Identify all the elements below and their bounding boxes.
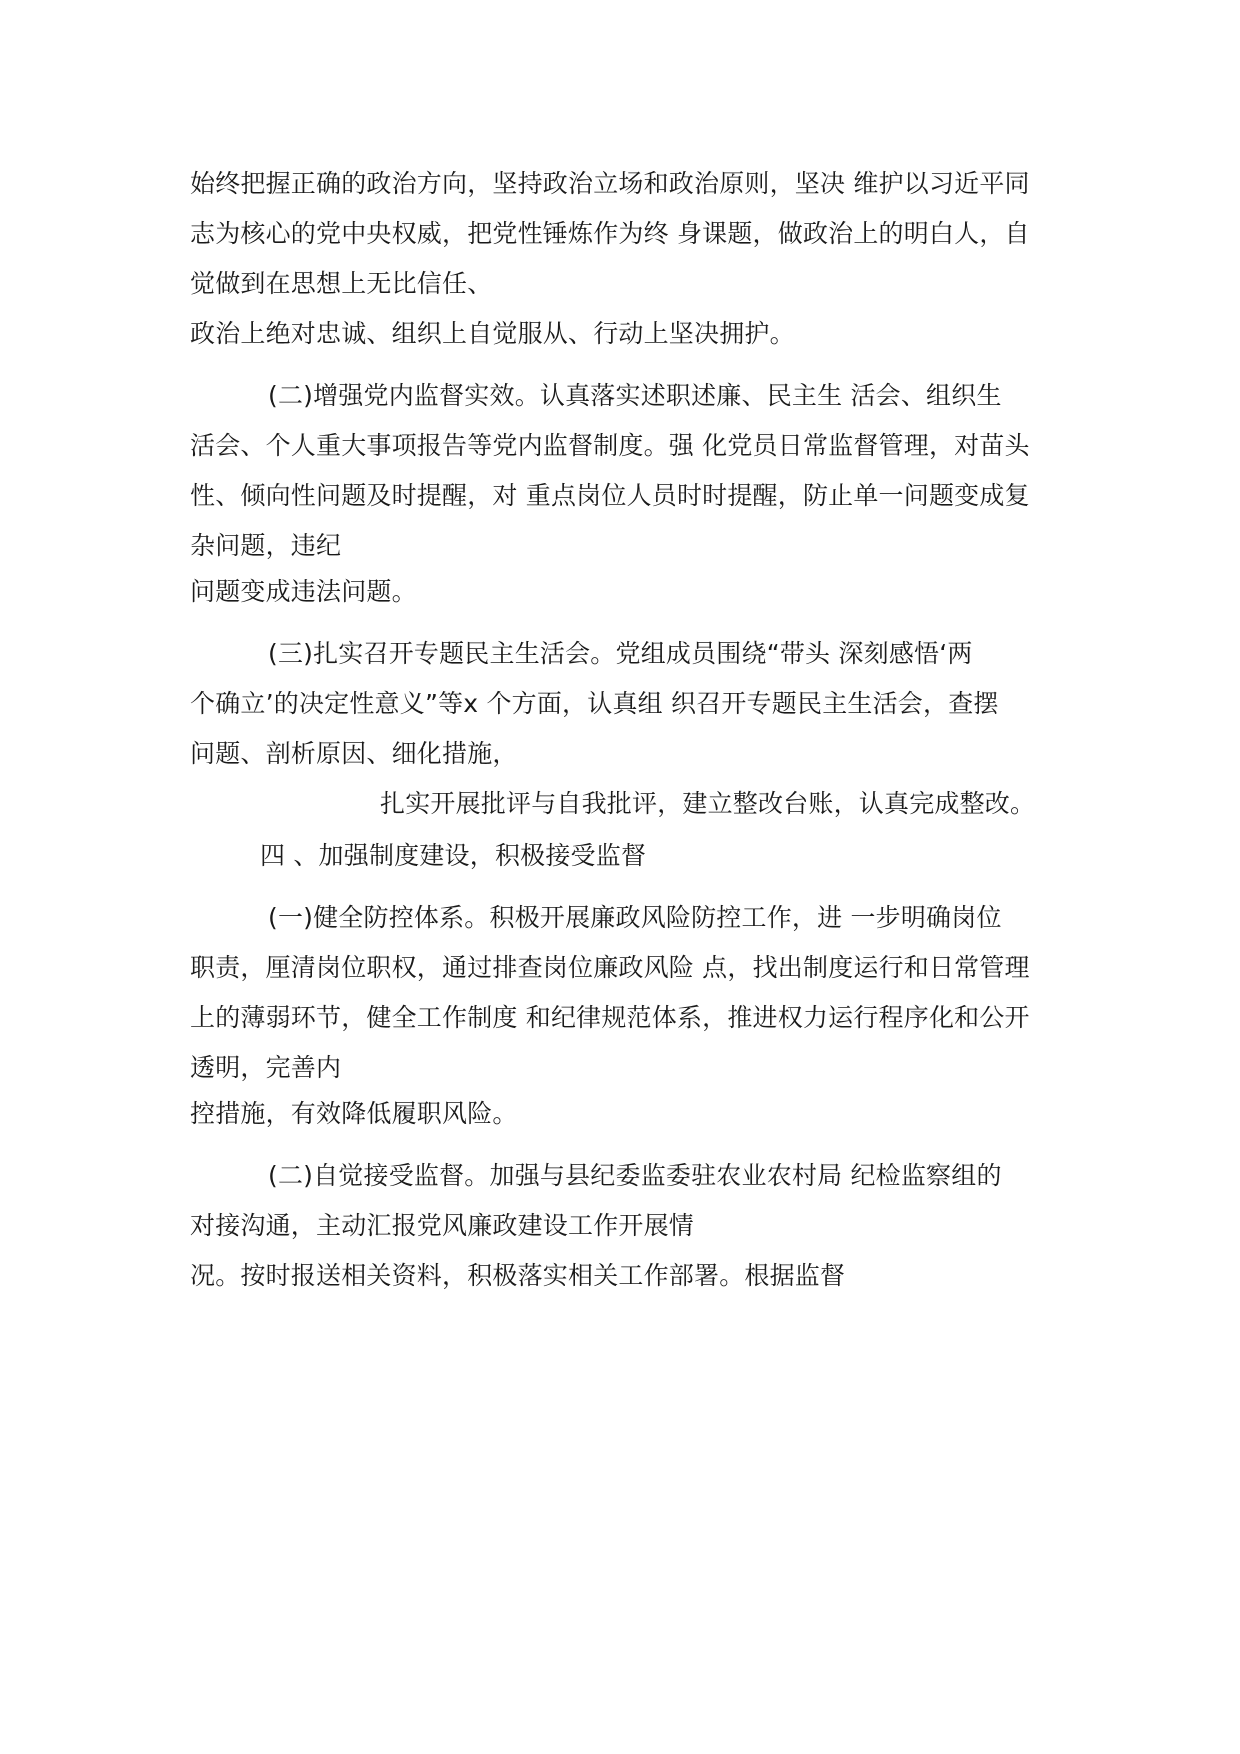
text-line: 觉做到在思想上无比信任、 — [190, 269, 493, 298]
text-line: 始终把握正确的政治方向，坚持政治立场和政治原则，坚决 维护以习近平同 — [190, 169, 1030, 198]
text-line: 问题、剖析原因、细化措施， — [190, 739, 518, 768]
section-heading: 四 、加强制度建设，积极接受监督 — [260, 841, 647, 870]
text-line: 职责，厘清岗位职权，通过排查岗位廉政风险 点，找出制度运行和日常管理 — [190, 953, 1030, 982]
paragraph-heading-line: (一)健全防控体系。积极开展廉政风险防控工作，进 一步明确岗位 — [268, 903, 1002, 932]
text-line: 控措施，有效降低履职风险。 — [190, 1099, 518, 1128]
text-line: 况。按时报送相关资料，积极落实相关工作部署。根据监督 — [190, 1261, 846, 1290]
text-line: 志为核心的党中央权威，把党性锤炼作为终 身课题，做政治上的明白人，自 — [190, 219, 1030, 248]
text-line: 杂问题，违纪 — [190, 531, 342, 560]
text-line: 透明，完善内 — [190, 1053, 342, 1082]
paragraph-heading-line: (三)扎实召开专题民主生活会。党组成员围绕“带头 深刻感悟‘两 — [268, 639, 973, 668]
text-line: 上的薄弱环节，健全工作制度 和纪律规范体系，推进权力运行程序化和公开 — [190, 1003, 1030, 1032]
text-line: 问题变成违法问题。 — [190, 577, 417, 606]
text-line: 扎实开展批评与自我批评，建立整改台账，认真完成整改。 — [380, 789, 1036, 818]
text-line: 活会、个人重大事项报告等党内监督制度。强 化党员日常监督管理，对苗头 — [190, 431, 1030, 460]
text-line: 个确立’的决定性意义”等x 个方面，认真组 织召开专题民主生活会，查摆 — [190, 689, 999, 718]
paragraph-heading-line: (二)自觉接受监督。加强与县纪委监委驻农业农村局 纪检监察组的 — [268, 1161, 1002, 1190]
text-line: 对接沟通，主动汇报党风廉政建设工作开展情 — [190, 1211, 695, 1240]
text-line: 政治上绝对忠诚、组织上自觉服从、行动上坚决拥护。 — [190, 319, 795, 348]
text-line: 性、倾向性问题及时提醒，对 重点岗位人员时时提醒，防止单一问题变成复 — [190, 481, 1030, 510]
paragraph-heading-line: (二)增强党内监督实效。认真落实述职述廉、民主生 活会、组织生 — [268, 381, 1002, 410]
